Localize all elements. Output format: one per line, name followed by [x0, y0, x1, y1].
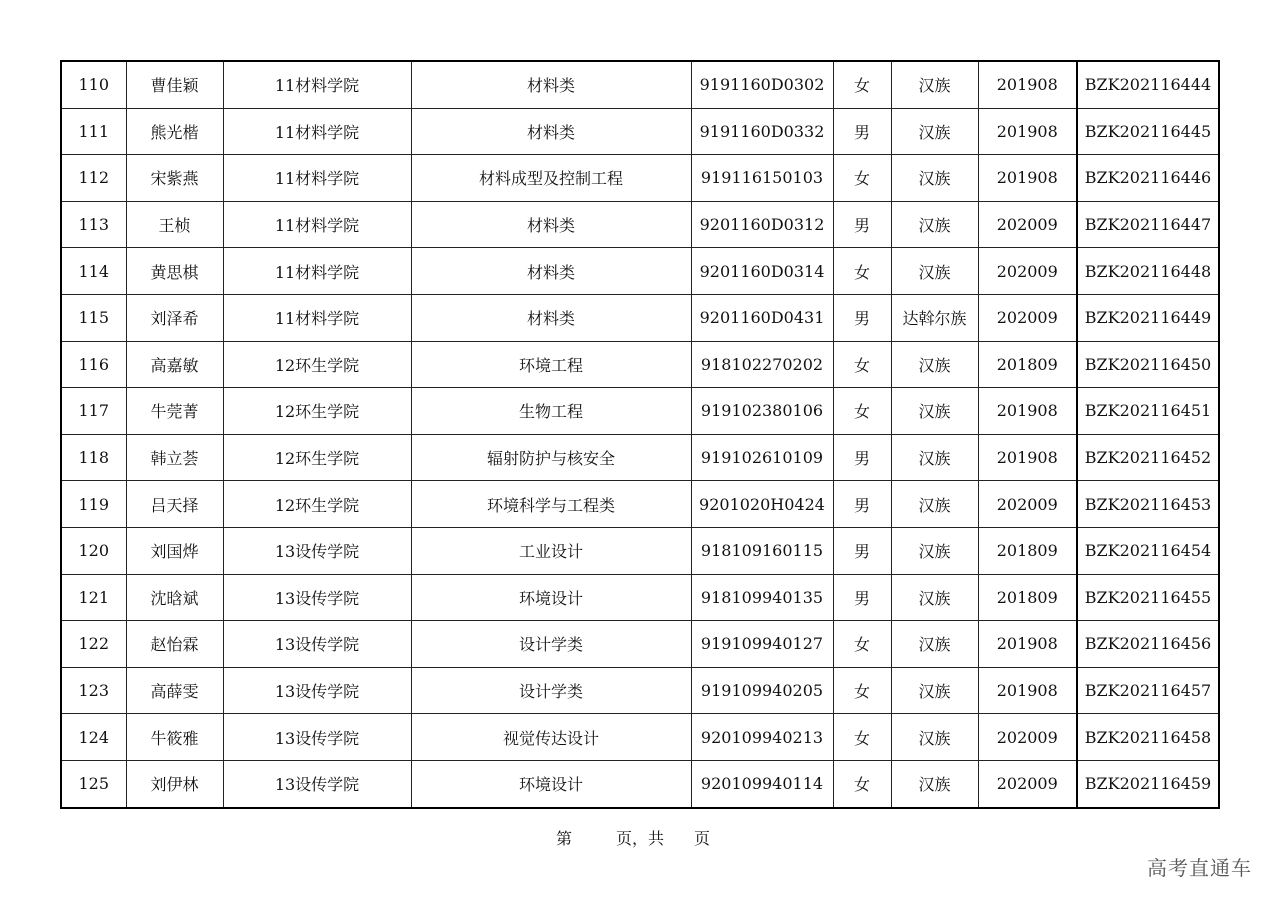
cell-gender: 女	[833, 760, 891, 807]
cell-index: 115	[61, 294, 126, 341]
cell-ethnicity: 汉族	[891, 714, 978, 761]
table-row	[61, 341, 1219, 388]
cell-enroll-date: 201809	[978, 527, 1077, 574]
cell-student-id: 9201020H0424	[691, 481, 833, 528]
table-row	[61, 155, 1219, 202]
table-row	[61, 527, 1219, 574]
cell-index: 110	[61, 61, 126, 108]
cell-index: 121	[61, 574, 126, 621]
cell-ethnicity: 汉族	[891, 341, 978, 388]
cell-gender: 女	[833, 667, 891, 714]
cell-student-id: 9201160D0312	[691, 201, 833, 248]
cell-ethnicity: 汉族	[891, 108, 978, 155]
cell-gender: 女	[833, 248, 891, 295]
cell-student-id: 919116150103	[691, 155, 833, 202]
cell-major: 材料类	[411, 108, 691, 155]
cell-enroll-date: 201908	[978, 621, 1077, 668]
cell-college: 11材料学院	[223, 61, 411, 108]
cell-name: 刘伊林	[126, 760, 223, 807]
table-row	[61, 294, 1219, 341]
cell-college: 13设传学院	[223, 667, 411, 714]
cell-college: 11材料学院	[223, 108, 411, 155]
cell-cert-number: BZK202116450	[1077, 341, 1219, 388]
cell-college: 12环生学院	[223, 388, 411, 435]
cell-student-id: 918102270202	[691, 341, 833, 388]
cell-gender: 男	[833, 201, 891, 248]
cell-major: 材料成型及控制工程	[411, 155, 691, 202]
cell-student-id: 9201160D0314	[691, 248, 833, 295]
cell-major: 工业设计	[411, 527, 691, 574]
cell-name: 刘泽希	[126, 294, 223, 341]
table-body	[61, 61, 1219, 808]
cell-cert-number: BZK202116456	[1077, 621, 1219, 668]
cell-gender: 女	[833, 388, 891, 435]
cell-ethnicity: 汉族	[891, 621, 978, 668]
cell-gender: 男	[833, 527, 891, 574]
cell-index: 123	[61, 667, 126, 714]
cell-cert-number: BZK202116448	[1077, 248, 1219, 295]
table-row	[61, 621, 1219, 668]
cell-major: 环境设计	[411, 574, 691, 621]
cell-college: 11材料学院	[223, 248, 411, 295]
cell-gender: 男	[833, 434, 891, 481]
cell-major: 辐射防护与核安全	[411, 434, 691, 481]
table-row	[61, 248, 1219, 295]
student-roster-table	[60, 60, 1220, 809]
cell-name: 黄思棋	[126, 248, 223, 295]
cell-college: 11材料学院	[223, 155, 411, 202]
cell-college: 12环生学院	[223, 481, 411, 528]
cell-major: 环境工程	[411, 341, 691, 388]
cell-student-id: 919109940127	[691, 621, 833, 668]
cell-index: 112	[61, 155, 126, 202]
cell-enroll-date: 202009	[978, 201, 1077, 248]
cell-student-id: 9201160D0431	[691, 294, 833, 341]
cell-major: 材料类	[411, 201, 691, 248]
cell-college: 13设传学院	[223, 574, 411, 621]
cell-major: 设计学类	[411, 667, 691, 714]
cell-enroll-date: 202009	[978, 760, 1077, 807]
cell-index: 116	[61, 341, 126, 388]
cell-student-id: 919109940205	[691, 667, 833, 714]
cell-student-id: 920109940114	[691, 760, 833, 807]
page-label-prefix: 第	[556, 829, 573, 848]
cell-name: 曹佳颖	[126, 61, 223, 108]
cell-cert-number: BZK202116457	[1077, 667, 1219, 714]
table-row	[61, 667, 1219, 714]
cell-gender: 女	[833, 155, 891, 202]
cell-index: 125	[61, 760, 126, 807]
cell-index: 118	[61, 434, 126, 481]
cell-major: 环境科学与工程类	[411, 481, 691, 528]
watermark-text: 高考直通车	[1147, 856, 1252, 880]
cell-college: 11材料学院	[223, 201, 411, 248]
cell-gender: 女	[833, 341, 891, 388]
table-row	[61, 760, 1219, 807]
cell-index: 117	[61, 388, 126, 435]
cell-index: 120	[61, 527, 126, 574]
cell-name: 牛筱雅	[126, 714, 223, 761]
cell-cert-number: BZK202116459	[1077, 760, 1219, 807]
cell-ethnicity: 汉族	[891, 434, 978, 481]
cell-major: 材料类	[411, 61, 691, 108]
cell-major: 环境设计	[411, 760, 691, 807]
cell-student-id: 918109940135	[691, 574, 833, 621]
cell-enroll-date: 202009	[978, 481, 1077, 528]
cell-ethnicity: 汉族	[891, 388, 978, 435]
cell-index: 124	[61, 714, 126, 761]
cell-ethnicity: 汉族	[891, 667, 978, 714]
cell-cert-number: BZK202116446	[1077, 155, 1219, 202]
cell-college: 13设传学院	[223, 714, 411, 761]
table-row	[61, 108, 1219, 155]
cell-ethnicity: 汉族	[891, 527, 978, 574]
cell-cert-number: BZK202116455	[1077, 574, 1219, 621]
cell-cert-number: BZK202116445	[1077, 108, 1219, 155]
cell-ethnicity: 汉族	[891, 155, 978, 202]
cell-student-id: 919102380106	[691, 388, 833, 435]
cell-enroll-date: 201908	[978, 434, 1077, 481]
table-row	[61, 201, 1219, 248]
cell-gender: 男	[833, 574, 891, 621]
cell-student-id: 9191160D0302	[691, 61, 833, 108]
cell-index: 122	[61, 621, 126, 668]
cell-cert-number: BZK202116452	[1077, 434, 1219, 481]
cell-index: 111	[61, 108, 126, 155]
cell-student-id: 918109160115	[691, 527, 833, 574]
cell-cert-number: BZK202116449	[1077, 294, 1219, 341]
cell-ethnicity: 汉族	[891, 760, 978, 807]
cell-ethnicity: 汉族	[891, 574, 978, 621]
table-row	[61, 388, 1219, 435]
cell-cert-number: BZK202116447	[1077, 201, 1219, 248]
cell-name: 高薛雯	[126, 667, 223, 714]
table-row	[61, 61, 1219, 108]
cell-cert-number: BZK202116458	[1077, 714, 1219, 761]
cell-name: 沈晗斌	[126, 574, 223, 621]
table-row	[61, 574, 1219, 621]
cell-enroll-date: 201908	[978, 61, 1077, 108]
cell-major: 材料类	[411, 294, 691, 341]
cell-enroll-date: 202009	[978, 294, 1077, 341]
cell-major: 材料类	[411, 248, 691, 295]
cell-college: 12环生学院	[223, 434, 411, 481]
cell-enroll-date: 201908	[978, 155, 1077, 202]
cell-cert-number: BZK202116451	[1077, 388, 1219, 435]
cell-enroll-date: 202009	[978, 248, 1077, 295]
cell-ethnicity: 达斡尔族	[891, 294, 978, 341]
cell-college: 12环生学院	[223, 341, 411, 388]
cell-enroll-date: 201809	[978, 574, 1077, 621]
cell-college: 13设传学院	[223, 760, 411, 807]
table-row	[61, 714, 1219, 761]
cell-index: 113	[61, 201, 126, 248]
cell-gender: 女	[833, 714, 891, 761]
cell-ethnicity: 汉族	[891, 201, 978, 248]
cell-student-id: 920109940213	[691, 714, 833, 761]
table-row	[61, 481, 1219, 528]
cell-name: 刘国烨	[126, 527, 223, 574]
cell-cert-number: BZK202116454	[1077, 527, 1219, 574]
page-footer	[556, 826, 710, 849]
cell-index: 114	[61, 248, 126, 295]
page-label-middle: 页，共	[616, 829, 665, 848]
cell-cert-number: BZK202116444	[1077, 61, 1219, 108]
cell-student-id: 9191160D0332	[691, 108, 833, 155]
cell-gender: 女	[833, 621, 891, 668]
cell-gender: 男	[833, 294, 891, 341]
cell-major: 设计学类	[411, 621, 691, 668]
cell-gender: 男	[833, 108, 891, 155]
cell-name: 吕天择	[126, 481, 223, 528]
cell-ethnicity: 汉族	[891, 248, 978, 295]
cell-name: 熊光楷	[126, 108, 223, 155]
cell-name: 宋紫燕	[126, 155, 223, 202]
cell-enroll-date: 202009	[978, 714, 1077, 761]
cell-name: 王桢	[126, 201, 223, 248]
cell-name: 牛莞菁	[126, 388, 223, 435]
cell-college: 13设传学院	[223, 527, 411, 574]
cell-ethnicity: 汉族	[891, 61, 978, 108]
cell-major: 视觉传达设计	[411, 714, 691, 761]
cell-major: 生物工程	[411, 388, 691, 435]
cell-gender: 女	[833, 61, 891, 108]
cell-gender: 男	[833, 481, 891, 528]
cell-college: 13设传学院	[223, 621, 411, 668]
cell-enroll-date: 201908	[978, 388, 1077, 435]
cell-name: 高嘉敏	[126, 341, 223, 388]
cell-index: 119	[61, 481, 126, 528]
cell-ethnicity: 汉族	[891, 481, 978, 528]
cell-name: 韩立荟	[126, 434, 223, 481]
cell-enroll-date: 201908	[978, 667, 1077, 714]
page-label-suffix: 页	[694, 829, 711, 848]
table-row	[61, 434, 1219, 481]
cell-name: 赵怡霖	[126, 621, 223, 668]
cell-cert-number: BZK202116453	[1077, 481, 1219, 528]
cell-student-id: 919102610109	[691, 434, 833, 481]
cell-college: 11材料学院	[223, 294, 411, 341]
cell-enroll-date: 201809	[978, 341, 1077, 388]
cell-enroll-date: 201908	[978, 108, 1077, 155]
